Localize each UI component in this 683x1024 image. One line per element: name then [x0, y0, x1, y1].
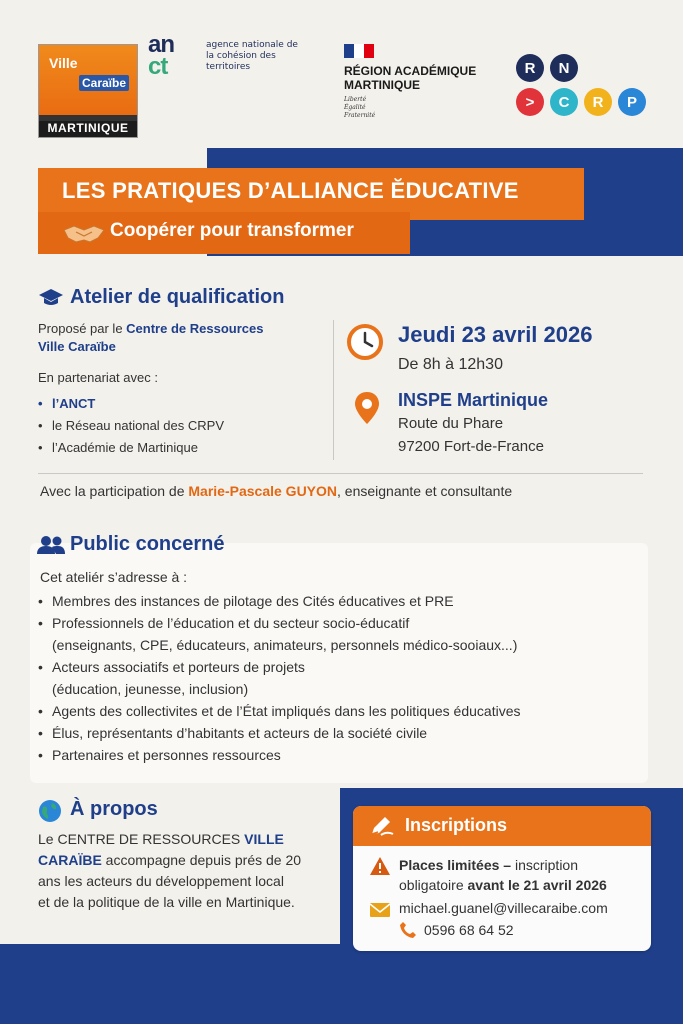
inscriptions-phone[interactable]: 0596 68 64 52 — [424, 922, 514, 938]
pencil-icon — [369, 815, 395, 837]
logo-region-title: RÉGION ACADÉMIQUE MARTINIQUE — [344, 64, 477, 92]
logo-region-motto-3: Fraternité — [344, 112, 376, 119]
warning-icon — [369, 856, 391, 876]
inscriptions-email[interactable]: michael.guanel@villecaraibe.com — [399, 900, 608, 916]
inscriptions-warning-rest: inscription — [511, 857, 578, 873]
logo-rncrp — [514, 54, 664, 120]
public-item: • Agents des collectivites et de l’État impliqués dans les politiques éducatives — [38, 700, 638, 722]
graduation-cap-icon — [38, 287, 64, 309]
atelier-proposed-prefix: Proposé par le — [38, 321, 127, 336]
partner-item: • le Réseau national des CRPV — [38, 415, 318, 437]
logo-region-motto-2: Égalité — [344, 104, 366, 111]
logo-rncrp-letter-n: N — [550, 54, 578, 82]
email-icon — [369, 902, 391, 918]
event-date: Jeudi 23 avril 2026 — [398, 322, 593, 347]
globe-icon — [38, 799, 62, 823]
atelier-heading: Atelier de qualification — [70, 286, 285, 308]
page-subtitle: Coopérer pour transformer — [110, 220, 354, 241]
french-flag-icon — [344, 44, 374, 58]
event-time: De 8h à 12h30 — [398, 356, 503, 373]
logo-ville-caraibe-line1: Ville — [49, 55, 78, 71]
divider-vertical — [333, 320, 334, 460]
logo-rncrp-letter-c: C — [550, 88, 578, 116]
public-intro: Cet ateliér s’adresse à : — [40, 569, 188, 585]
atelier-proposed-org-line1: Centre de Ressources — [126, 321, 264, 336]
apropos-line2-rest: accompagne depuis prés de 20 — [101, 852, 302, 868]
atelier-proposed — [38, 320, 318, 356]
public-item-text: Professionnels de l’éducation et du secteur socio-éducatif — [52, 615, 410, 631]
event-place-street: Route du Phare — [398, 415, 504, 432]
clock-icon — [346, 323, 384, 361]
logo-ville-caraibe-line3: MARTINIQUE — [47, 121, 129, 135]
inscriptions-deadline: avant le 21 avril 2026 — [467, 877, 607, 893]
participation-line — [40, 482, 660, 500]
partner-item: • l’Académie de Martinique — [38, 437, 318, 459]
apropos-line1-prefix: Le CENTRE DE RESSOURCES — [38, 831, 245, 847]
public-heading: Public concerné — [70, 533, 225, 555]
event-place-city: 97200 Fort-de-France — [398, 438, 544, 455]
logo-rncrp-letter-r2: R — [584, 88, 612, 116]
public-item-detail: (enseignants, CPE, éducateurs, animateurs, personnels médico-sooiaux...) — [52, 637, 518, 653]
participation-name: Marie-Pascale GUYON — [188, 483, 338, 499]
apropos-line2-bold: CARAÏBE — [38, 852, 102, 868]
partner-item: • l’ANCT — [38, 393, 318, 415]
public-item — [38, 656, 638, 700]
logo-ville-caraibe — [38, 44, 138, 138]
location-pin-icon — [353, 390, 381, 426]
inscriptions-warning-line2-prefix: obligatoire — [399, 877, 468, 893]
logo-anct — [148, 31, 308, 94]
public-item-text: Acteurs associatifs et porteurs de projets — [52, 659, 305, 675]
public-item: • Membres des instances de pilotage des Cités éducatives et PRE — [38, 590, 638, 612]
public-item: • Partenaires et personnes ressources — [38, 744, 638, 766]
partners-intro: En partenariat avec : — [38, 370, 158, 385]
logo-region-academique — [344, 44, 504, 124]
event-place-name: INSPE Martinique — [398, 390, 549, 410]
subtitle-banner — [38, 212, 410, 254]
apropos-line3: ans les acteurs du développement local — [38, 873, 284, 889]
partners-list — [38, 393, 318, 459]
participation-suffix: , enseignante et consultante — [337, 483, 513, 499]
logo-rncrp-letter-p: P — [618, 88, 646, 116]
divider-horizontal — [38, 473, 643, 474]
inscriptions-header — [353, 806, 651, 846]
public-item-detail: (éducation, jeunesse, inclusion) — [52, 681, 249, 697]
apropos-line4: et de la politique de la ville en Martinique. — [38, 894, 295, 910]
inscriptions-warning-bold: Places limitées – — [399, 857, 512, 873]
logo-anct-mark-line2: ct — [148, 53, 168, 80]
atelier-proposed-org-line2: Ville Caraïbe — [38, 339, 116, 354]
logo-anct-text: agence nationale de la cohésion des territoires — [206, 40, 298, 72]
public-item: • Élus, représentants d’habitants et acteurs de la société civile — [38, 722, 638, 744]
logo-ville-caraibe-line2: Caraïbe — [79, 75, 129, 91]
logo-region-motto-1: Liberté — [344, 96, 367, 103]
apropos-line1-bold: VILLE — [244, 831, 284, 847]
decor-blue-band-bottom — [0, 944, 683, 1024]
apropos-heading: À propos — [70, 798, 158, 820]
logo-rncrp-letter-r: R — [516, 54, 544, 82]
users-icon — [36, 534, 66, 556]
page-title: LES PRATIQUES D’ALLIANCE ĔDUCATIVE — [62, 178, 519, 203]
inscriptions-warning — [399, 855, 649, 895]
logo-rncrp-arrow: > — [516, 88, 544, 116]
public-list — [38, 590, 638, 766]
apropos-text — [38, 829, 338, 913]
logo-anct-mark-line1: an — [148, 31, 175, 58]
public-item — [38, 612, 638, 656]
handshake-icon — [62, 218, 106, 246]
inscriptions-heading: Inscriptions — [405, 815, 508, 835]
phone-icon — [399, 921, 417, 939]
participation-prefix: Avec la participation de — [40, 483, 189, 499]
